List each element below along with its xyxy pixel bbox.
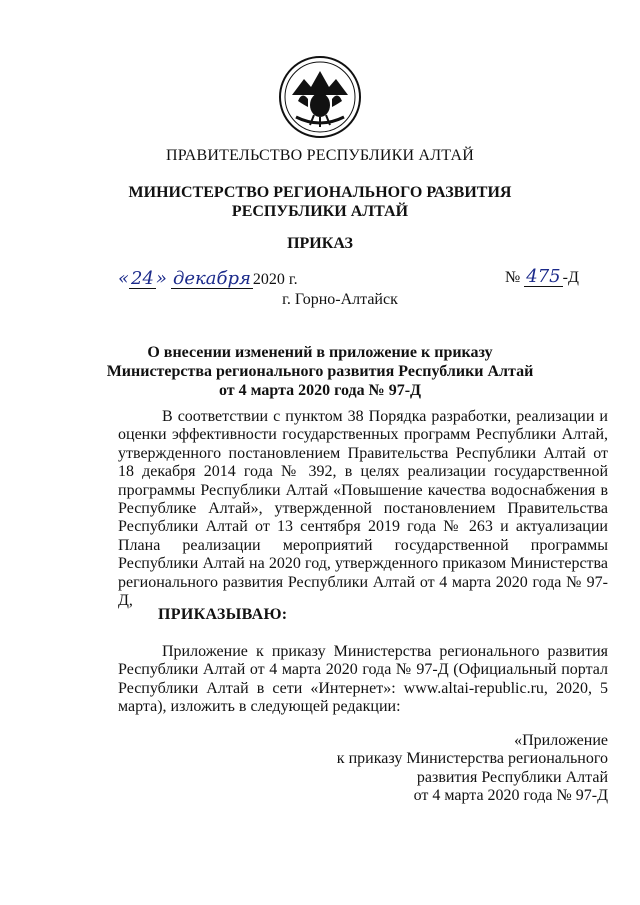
date-quote-close: » bbox=[155, 268, 167, 289]
ministry-name-line2: РЕСПУБЛИКИ АЛТАЙ bbox=[231, 203, 409, 220]
coat-of-arms-icon bbox=[278, 55, 362, 139]
subject-line2: Министерства регионального развития Республики Алтай bbox=[106, 363, 534, 380]
date-day: 24 bbox=[131, 268, 154, 289]
order-date bbox=[118, 268, 298, 289]
subject-line3: от 4 марта 2020 года № 97-Д bbox=[218, 382, 422, 399]
appendix-header bbox=[288, 732, 608, 806]
order-subject bbox=[0, 343, 640, 400]
date-year: 2020 г. bbox=[252, 271, 298, 288]
appendix-line4: от 4 марта 2020 года № 97-Д bbox=[413, 787, 608, 805]
number-suffix: -Д bbox=[562, 269, 579, 286]
ministry-name-line1: МИНИСТЕРСТВО РЕГИОНАЛЬНОГО РАЗВИТИЯ bbox=[128, 184, 512, 201]
number-value: 475 bbox=[526, 266, 561, 287]
document-type-title: ПРИКАЗ bbox=[287, 235, 353, 252]
order-paragraph: Приложение к приказу Министерства регионального развития Республики Алтай от 4 марта 2020 года № 97-Д (Официальный портал Республики Алтай в сети «Интернет»: www.altai-republic.ru, 2020, 5 марта), изложить в следующей редакции: bbox=[118, 643, 608, 716]
number-prefix: № bbox=[505, 269, 521, 286]
appendix-line2: к приказу Министерства регионального bbox=[336, 750, 608, 768]
date-quote-open: « bbox=[118, 268, 130, 289]
preamble-paragraph: В соответствии с пунктом 38 Порядка разработки, реализации и оценки эффективности государственных программ Республики Алтай, утвержденного постановлением Правительства Республики Алтай от 18 декабря 2014 года № 392, в целях реализации государственной программы Республики Алтай «Повышение качества водоснабжения в Республике Алтай», утвержденной постановлением Правительства Республики Алтай от 13 сентября 2019 года № 263 и актуализации Плана реализации мероприятий государственной программы Республики Алтай на 2020 год, утвержденного приказом Министерства регионального развития Республики Алтай от 4 марта 2020 года № 97-Д, bbox=[118, 408, 608, 610]
city-name: г. Горно-Алтайск bbox=[282, 291, 398, 308]
orders-heading: ПРИКАЗЫВАЮ: bbox=[158, 606, 288, 623]
government-name: ПРАВИТЕЛЬСТВО РЕСПУБЛИКИ АЛТАЙ bbox=[166, 147, 474, 164]
date-month: декабря bbox=[172, 268, 251, 289]
appendix-line3: развития Республики Алтай bbox=[416, 768, 608, 786]
subject-line1: О внесении изменений в приложение к приказу bbox=[147, 344, 493, 361]
appendix-line1: «Приложение bbox=[514, 732, 608, 749]
order-number bbox=[505, 268, 579, 287]
ministry-name bbox=[0, 183, 640, 221]
